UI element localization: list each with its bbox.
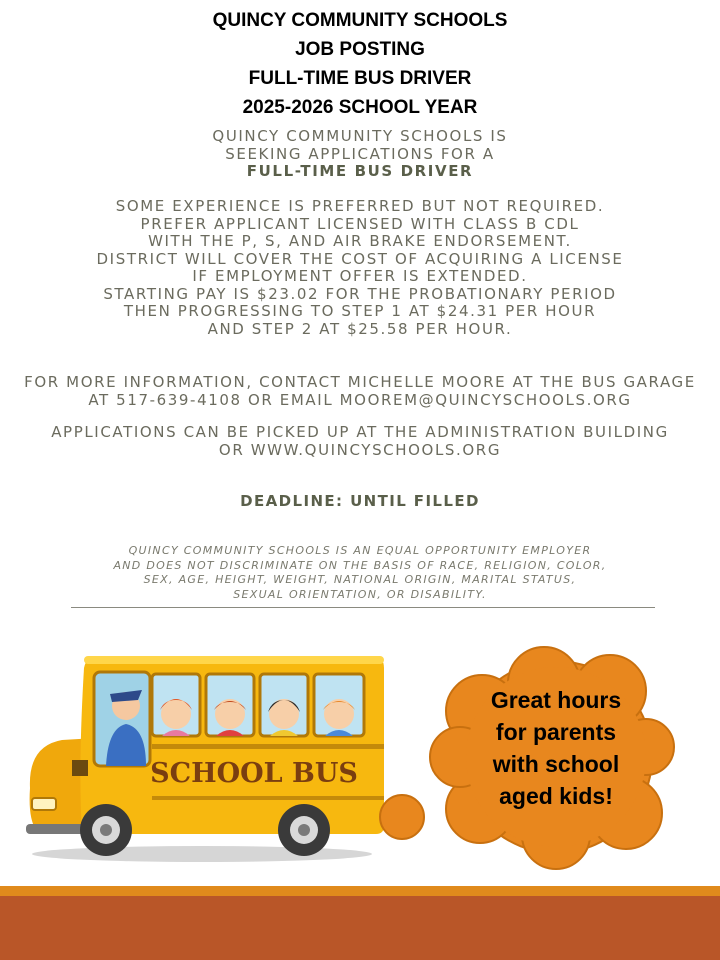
requirements-line: DISTRICT WILL COVER THE COST OF ACQUIRING A LICENSE xyxy=(96,249,624,268)
footer-accent-bar xyxy=(0,886,720,896)
headlight xyxy=(32,798,56,810)
intro-line: QUINCY COMMUNITY SCHOOLS IS xyxy=(212,127,508,145)
footer-bar xyxy=(0,896,720,960)
small-puff xyxy=(380,795,424,839)
pay-line: STARTING PAY IS $23.02 FOR THE PROBATIONARY PERIOD xyxy=(103,284,617,303)
requirements-line: SOME EXPERIENCE IS PREFERRED BUT NOT REQUIRED. xyxy=(115,197,605,215)
disclaimer-line: AND DOES NOT DISCRIMINATE ON THE BASIS OF RACE, RELIGION, COLOR, xyxy=(113,558,607,572)
cloud-line: aged kids! xyxy=(499,783,613,809)
pay-line: THEN PROGRESSING TO STEP 1 AT $24.31 PER HOUR xyxy=(123,302,597,320)
requirements-line: IF EMPLOYMENT OFFER IS EXTENDED. xyxy=(192,267,528,285)
requirements-line: PREFER APPLICANT LICENSED WITH CLASS B CDL xyxy=(140,214,580,233)
contact-paragraph xyxy=(0,374,720,409)
title-school-name: QUINCY COMMUNITY SCHOOLS xyxy=(212,10,508,31)
contact-line: FOR MORE INFORMATION, CONTACT MICHELLE MOORE AT THE BUS GARAGE xyxy=(24,373,696,391)
title-position: FULL-TIME BUS DRIVER xyxy=(248,68,472,89)
applications-line: APPLICATIONS CAN BE PICKED UP AT THE ADMINISTRATION BUILDING xyxy=(51,423,669,441)
disclaimer-line: SEXUAL ORIENTATION, OR DISABILITY. xyxy=(233,587,487,601)
requirements-line: WITH THE P, S, AND AIR BRAKE ENDORSEMENT. xyxy=(148,232,572,250)
intro-paragraph xyxy=(0,128,720,181)
intro-line: SEEKING APPLICATIONS FOR A xyxy=(225,144,495,163)
bus-sign-text: SCHOOL BUS xyxy=(150,758,358,789)
divider-line xyxy=(71,607,655,608)
applications-line: OR WWW.QUINCYSCHOOLS.ORG xyxy=(218,440,502,459)
disclaimer-line: QUINCY COMMUNITY SCHOOLS IS AN EQUAL OPPORTUNITY EMPLOYER xyxy=(128,544,592,557)
cloud-line: for parents xyxy=(495,719,617,745)
grille xyxy=(72,760,88,776)
cloud-line: with school xyxy=(492,751,620,777)
title-job-posting: JOB POSTING xyxy=(295,39,425,60)
cloud-message xyxy=(438,684,674,812)
contact-line: AT 517-639-4108 OR EMAIL MOOREM@QUINCYSCHOOLS.ORG xyxy=(88,390,632,409)
intro-position-line: FULL-TIME BUS DRIVER xyxy=(246,162,474,180)
eoe-disclaimer xyxy=(0,544,720,602)
requirements-paragraph xyxy=(0,198,720,338)
applications-paragraph xyxy=(0,424,720,459)
bus-wheel-front xyxy=(80,804,132,856)
cloud-line: Great hours xyxy=(490,687,622,713)
title-block xyxy=(0,6,720,122)
deadline: DEADLINE: UNTIL FILLED xyxy=(240,492,480,510)
school-bus-illustration xyxy=(22,648,402,873)
pay-line: AND STEP 2 AT $25.58 PER HOUR. xyxy=(207,319,513,338)
disclaimer-line: SEX, AGE, HEIGHT, WEIGHT, NATIONAL ORIGIN, MARITAL STATUS, xyxy=(143,573,577,586)
bus-wheel-rear xyxy=(278,804,330,856)
title-school-year: 2025-2026 SCHOOL YEAR xyxy=(242,97,478,118)
